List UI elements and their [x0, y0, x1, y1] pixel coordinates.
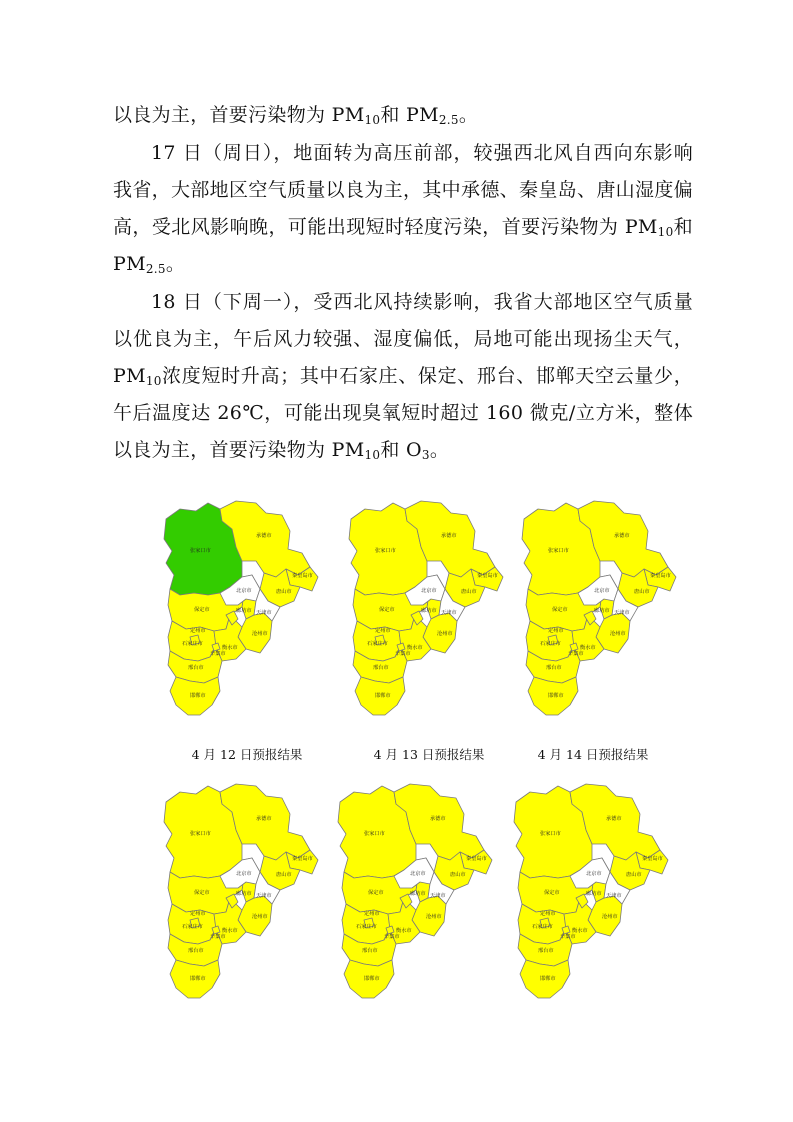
city-label-shijiazhuang: 石家庄市 [356, 924, 377, 930]
city-label-hengshui: 衡水市 [222, 645, 238, 651]
city-label-hengshui: 衡水市 [396, 928, 412, 934]
city-label-xinji: 辛集市 [210, 651, 226, 657]
region-xinji [212, 926, 220, 934]
city-label-cangzhou: 沧州市 [610, 631, 626, 637]
city-label-baoding: 保定市 [194, 607, 210, 613]
region-xinji [570, 643, 578, 651]
city-label-hengshui: 衡水市 [407, 645, 423, 651]
subscript: 3 [421, 448, 430, 462]
forecast-map-0415 [160, 780, 320, 1005]
city-label-shijiazhuang: 石家庄市 [540, 641, 561, 647]
forecast-map-0416 [334, 780, 494, 1005]
city-label-xinji: 辛集市 [568, 651, 584, 657]
paragraph-1 [113, 135, 693, 283]
region-xinji [212, 643, 220, 651]
map-caption-0412: 4 月 12 日预报结果 [191, 747, 303, 762]
city-label-chengde: 承德市 [256, 533, 272, 539]
city-label-beijing: 北京市 [236, 588, 252, 594]
city-label-zhangjiakou: 张家口市 [190, 831, 211, 837]
text-run: 浓度短时升高；其中石家庄、保定、邢台、邯郸天空云量少，午后温度达 26℃，可能出现臭氧短时超过 160 微克/立方米，整体以良为主，首要污染物为 PM [113, 365, 693, 461]
paragraph-0 [113, 97, 693, 134]
text-run: 。 [165, 253, 186, 275]
city-label-cangzhou: 沧州市 [426, 914, 442, 920]
city-label-beijing: 北京市 [421, 588, 437, 594]
city-label-handan: 邯郸市 [190, 976, 206, 982]
text-run: 和 PM [113, 216, 693, 275]
city-label-cangzhou: 沧州市 [252, 914, 268, 920]
city-label-tangshan: 唐山市 [634, 589, 650, 595]
city-label-handan: 邯郸市 [540, 976, 556, 982]
city-label-tianjin: 天津市 [606, 893, 622, 899]
city-label-xingtai: 邢台市 [188, 665, 204, 671]
city-label-qinhuangdao: 秦皇岛市 [650, 573, 671, 579]
city-label-qinhuangdao: 秦皇岛市 [466, 856, 487, 862]
subscript: 10 [657, 225, 674, 239]
city-label-shijiazhuang: 石家庄市 [367, 641, 388, 647]
city-label-beijing: 北京市 [594, 588, 610, 594]
city-label-baoding: 保定市 [379, 607, 395, 613]
city-label-qinhuangdao: 秦皇岛市 [477, 573, 498, 579]
city-label-hengshui: 衡水市 [222, 928, 238, 934]
city-label-dingzhou: 定州市 [540, 911, 556, 917]
city-label-xinji: 辛集市 [560, 934, 576, 940]
city-label-zhangjiakou: 张家口市 [548, 548, 569, 554]
subscript: 2.5 [438, 113, 459, 127]
city-label-langfang: 廊坊市 [421, 608, 437, 614]
city-label-shijiazhuang: 石家庄市 [532, 924, 553, 930]
city-label-chengde: 承德市 [614, 533, 630, 539]
city-label-dingzhou: 定州市 [190, 628, 206, 634]
text-run: 17 日（周日），地面转为高压前部，较强西北风自西向东影响我省，大部地区空气质量以良为主，其中承德、秦皇岛、唐山湿度偏高，受北风影响晚，可能出现短时轻度污染，首要污染物为 PM [113, 142, 693, 238]
city-label-xingtai: 邢台市 [188, 948, 204, 954]
city-label-dingzhou: 定州市 [364, 911, 380, 917]
hebei-map-svg [345, 497, 505, 722]
city-label-dingzhou: 定州市 [375, 628, 391, 634]
city-label-chengde: 承德市 [441, 533, 457, 539]
text-run: 以良为主，首要污染物为 PM [113, 104, 365, 126]
city-label-xinji: 辛集市 [210, 934, 226, 940]
forecast-map-0417 [510, 780, 670, 1005]
city-label-tangshan: 唐山市 [450, 872, 466, 878]
subscript: 10 [145, 374, 162, 388]
city-label-langfang: 廊坊市 [236, 608, 252, 614]
city-label-shijiazhuang: 石家庄市 [182, 641, 203, 647]
city-label-chengde: 承德市 [606, 816, 622, 822]
text-run: 。 [429, 439, 450, 461]
city-label-xingtai: 邢台市 [546, 665, 562, 671]
city-label-qinhuangdao: 秦皇岛市 [642, 856, 663, 862]
city-label-xingtai: 邢台市 [538, 948, 554, 954]
city-label-baoding: 保定市 [194, 890, 210, 896]
city-label-tangshan: 唐山市 [461, 589, 477, 595]
city-label-tianjin: 天津市 [441, 610, 457, 616]
city-label-tianjin: 天津市 [614, 610, 630, 616]
city-label-chengde: 承德市 [256, 816, 272, 822]
city-label-dingzhou: 定州市 [190, 911, 206, 917]
city-label-tianjin: 天津市 [430, 893, 446, 899]
city-label-tangshan: 唐山市 [626, 872, 642, 878]
city-label-tianjin: 天津市 [256, 610, 272, 616]
map-caption-0413: 4 月 13 日预报结果 [373, 747, 485, 762]
city-label-cangzhou: 沧州市 [602, 914, 618, 920]
forecast-map-0414 [518, 497, 678, 722]
hebei-map-svg [518, 497, 678, 722]
city-label-hengshui: 衡水市 [572, 928, 588, 934]
text-run: 和 O [380, 439, 422, 461]
city-label-cangzhou: 沧州市 [252, 631, 268, 637]
text-run: 18 日（下周一），受西北风持续影响，我省大部地区空气质量以优良为主，午后风力较强、湿度偏低，局地可能出现扬尘天气，PM [113, 291, 693, 387]
city-label-beijing: 北京市 [410, 871, 426, 877]
city-label-zhangjiakou: 张家口市 [375, 548, 396, 554]
subscript: 10 [364, 448, 381, 462]
city-label-tangshan: 唐山市 [276, 589, 292, 595]
city-label-shijiazhuang: 石家庄市 [182, 924, 203, 930]
city-label-xinji: 辛集市 [384, 934, 400, 940]
forecast-map-0413 [345, 497, 505, 722]
region-xinji [397, 643, 405, 651]
city-label-qinhuangdao: 秦皇岛市 [292, 856, 313, 862]
city-label-handan: 邯郸市 [548, 693, 564, 699]
city-label-zhangjiakou: 张家口市 [364, 831, 385, 837]
hebei-map-svg [334, 780, 494, 1005]
city-label-xingtai: 邢台市 [373, 665, 389, 671]
city-label-tangshan: 唐山市 [276, 872, 292, 878]
city-label-langfang: 廊坊市 [410, 891, 426, 897]
city-label-qinhuangdao: 秦皇岛市 [292, 573, 313, 579]
city-label-cangzhou: 沧州市 [437, 631, 453, 637]
city-label-baoding: 保定市 [552, 607, 568, 613]
city-label-xinji: 辛集市 [395, 651, 411, 657]
paragraph-2 [113, 284, 693, 469]
text-run: 。 [458, 104, 479, 126]
city-label-xingtai: 邢台市 [362, 948, 378, 954]
subscript: 10 [364, 113, 381, 127]
region-xinji [386, 926, 394, 934]
city-label-baoding: 保定市 [544, 890, 560, 896]
city-label-zhangjiakou: 张家口市 [540, 831, 561, 837]
text-run: 和 PM [380, 104, 439, 126]
city-label-dingzhou: 定州市 [548, 628, 564, 634]
city-label-baoding: 保定市 [368, 890, 384, 896]
map-caption-0414: 4 月 14 日预报结果 [537, 747, 649, 762]
hebei-map-svg [510, 780, 670, 1005]
city-label-hengshui: 衡水市 [580, 645, 596, 651]
hebei-map-svg [160, 780, 320, 1005]
forecast-map-0412 [160, 497, 320, 722]
city-label-beijing: 北京市 [586, 871, 602, 877]
city-label-beijing: 北京市 [236, 871, 252, 877]
city-label-handan: 邯郸市 [190, 693, 206, 699]
city-label-handan: 邯郸市 [375, 693, 391, 699]
region-xinji [562, 926, 570, 934]
city-label-chengde: 承德市 [430, 816, 446, 822]
subscript: 2.5 [145, 262, 166, 276]
city-label-handan: 邯郸市 [364, 976, 380, 982]
hebei-map-svg [160, 497, 320, 722]
city-label-langfang: 廊坊市 [236, 891, 252, 897]
city-label-zhangjiakou: 张家口市 [190, 548, 211, 554]
city-label-langfang: 廊坊市 [586, 891, 602, 897]
city-label-tianjin: 天津市 [256, 893, 272, 899]
city-label-langfang: 廊坊市 [594, 608, 610, 614]
